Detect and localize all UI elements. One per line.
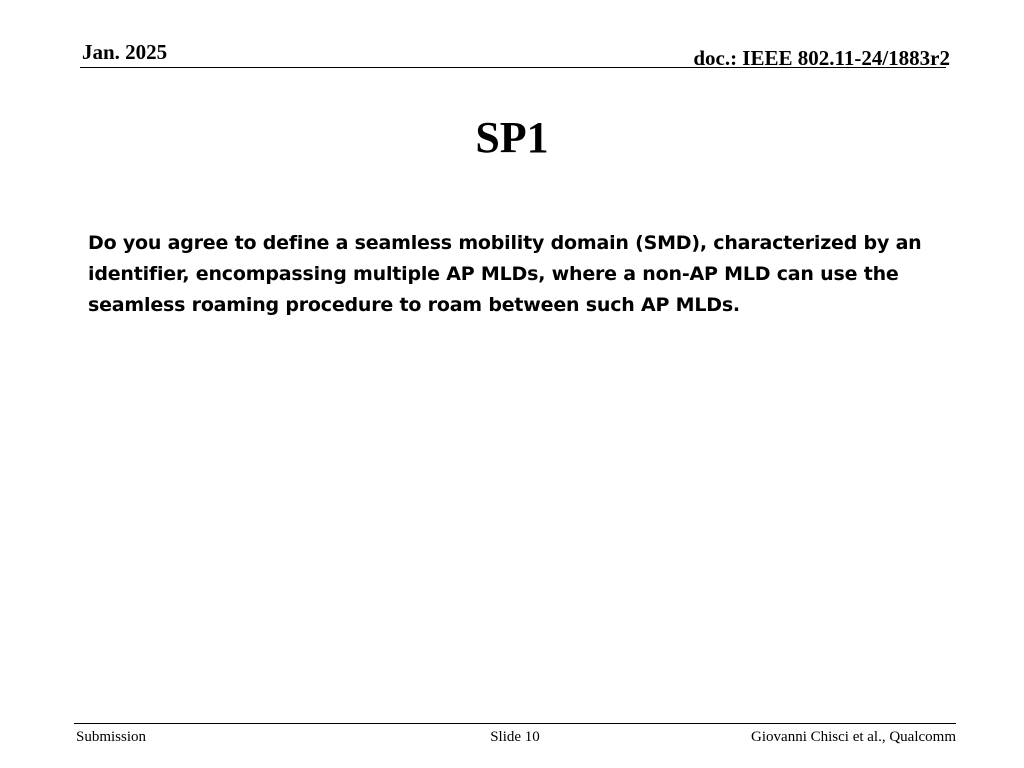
header-date: Jan. 2025 xyxy=(82,40,168,64)
header-doc-number: doc.: IEEE 802.11-24/1883r2 xyxy=(693,46,950,70)
footer-author: Giovanni Chisci et al., Qualcomm xyxy=(751,729,956,745)
footer-slide-number: Slide 10 xyxy=(490,729,540,745)
slide-body-text: Do you agree to define a seamless mobility domain (SMD), characterized by an identifier, encompassing multiple AP MLDs, where a non-AP MLD can use the seamless roaming procedure to roam between such AP MLDs. xyxy=(88,232,922,316)
footer-divider xyxy=(74,723,956,724)
header-divider xyxy=(80,67,946,68)
footer-submission: Submission xyxy=(76,729,147,745)
slide-title: SP1 xyxy=(475,113,549,162)
